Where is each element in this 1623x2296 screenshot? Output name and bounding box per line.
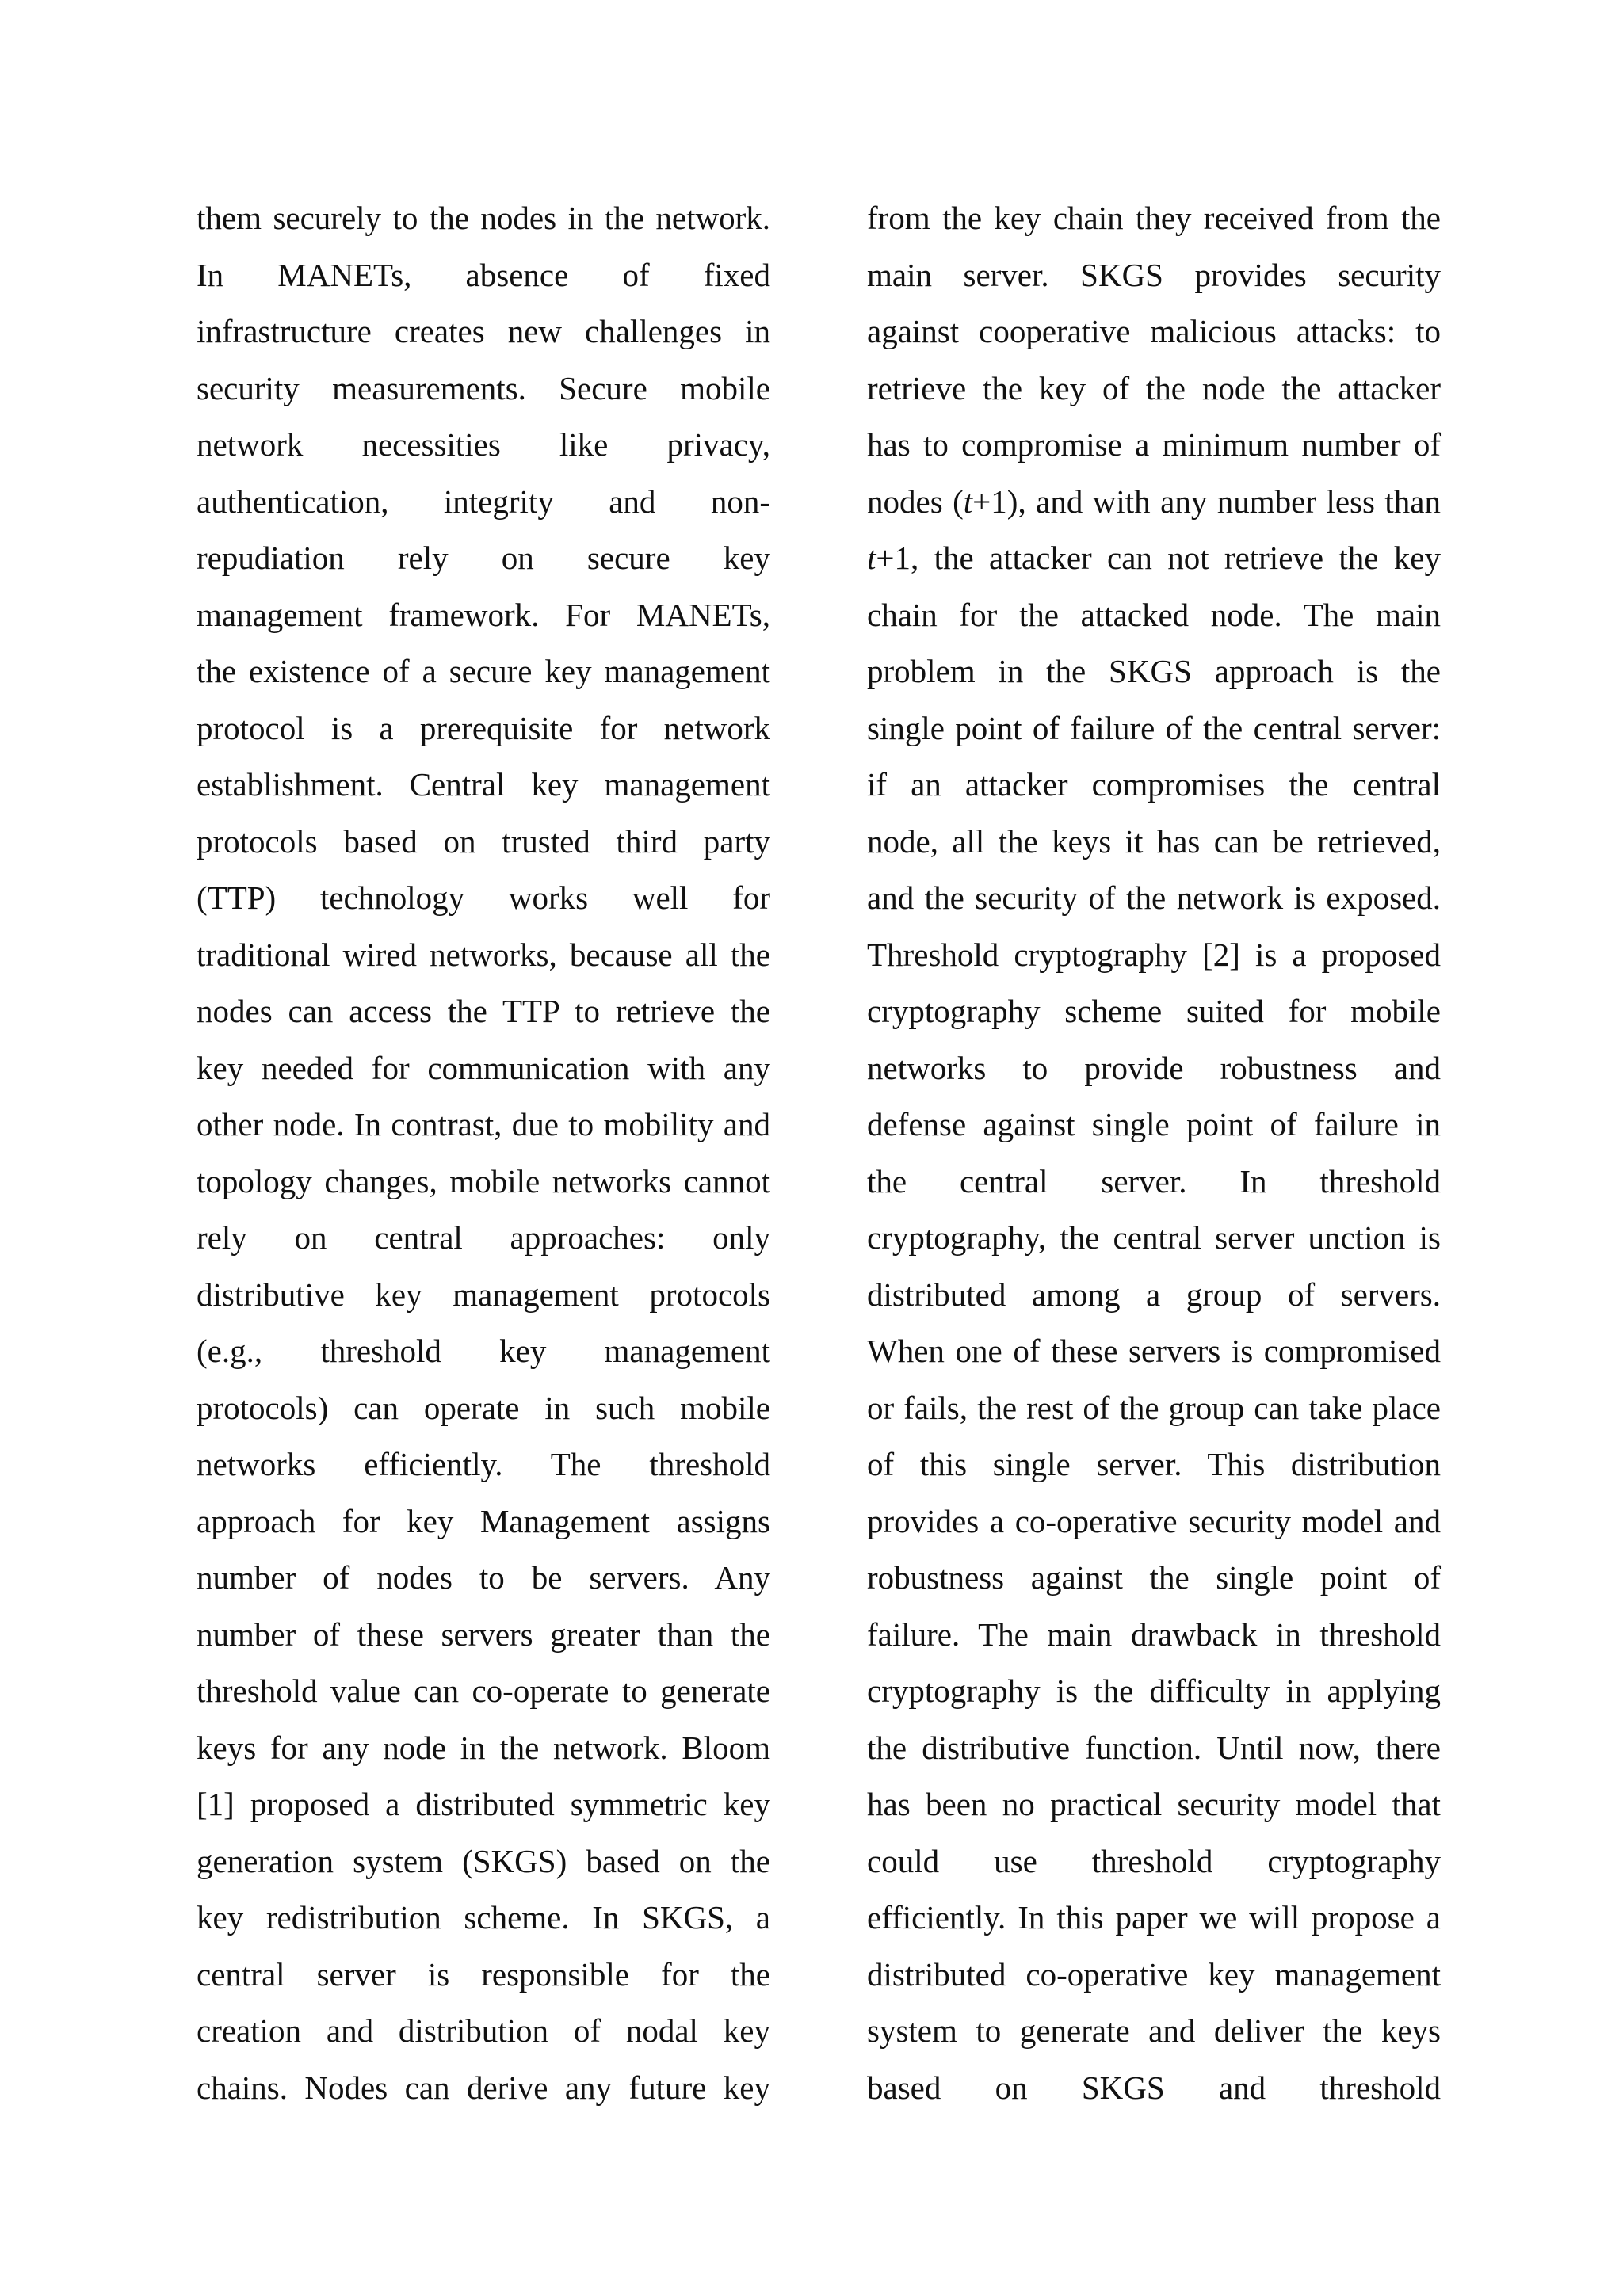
text-line: provides a co-operative security model and bbox=[867, 1502, 1441, 1539]
text-line: system to generate and deliver the keys bbox=[867, 2012, 1441, 2049]
text-line: or fails, the rest of the group can take place bbox=[867, 1389, 1441, 1426]
text-line: protocols based on trusted third party bbox=[197, 822, 770, 860]
text-line: of this single server. This distribution bbox=[867, 1446, 1441, 1482]
text-line: Threshold cryptography [2] is a proposed bbox=[867, 936, 1441, 973]
text-line: central server is responsible for the bbox=[197, 1955, 770, 1993]
text-line: the central server. In threshold bbox=[867, 1162, 1441, 1199]
text-line: threshold value can co-operate to generate bbox=[197, 1672, 770, 1709]
text-line: efficiently. In this paper we will propose a bbox=[867, 1899, 1441, 1936]
text-line: security measurements. Secure mobile bbox=[197, 369, 770, 406]
text-line: (TTP) technology works well for bbox=[197, 879, 770, 916]
text-line: network necessities like privacy, bbox=[197, 426, 770, 463]
text-line: them securely to the nodes in the network. bbox=[197, 200, 770, 236]
text-line: key redistribution scheme. In SKGS, a bbox=[197, 1899, 770, 1936]
text-line: topology changes, mobile networks cannot bbox=[197, 1162, 770, 1199]
text-line: creation and distribution of nodal key bbox=[197, 2012, 770, 2049]
text-line: number of nodes to be servers. Any bbox=[197, 1559, 770, 1596]
text-line: networks to provide robustness and bbox=[867, 1049, 1441, 1086]
text-line: establishment. Central key management bbox=[197, 766, 770, 803]
text-line: protocols) can operate in such mobile bbox=[197, 1389, 770, 1426]
text-line: When one of these servers is compromised bbox=[867, 1333, 1441, 1369]
text-line: defense against single point of failure in bbox=[867, 1106, 1441, 1142]
text-line: authentication, integrity and non- bbox=[197, 482, 770, 520]
right-text-column bbox=[867, 190, 1441, 2116]
text-line: distributed among a group of servers. bbox=[867, 1276, 1441, 1313]
text-line: approach for key Management assigns bbox=[197, 1502, 770, 1539]
text-line: protocol is a prerequisite for network bbox=[197, 709, 770, 746]
text-line: robustness against the single point of bbox=[867, 1559, 1441, 1596]
text-line: infrastructure creates new challenges in bbox=[197, 313, 770, 349]
left-text-column bbox=[197, 190, 770, 2116]
text-line: nodes can access the TTP to retrieve the bbox=[197, 993, 770, 1029]
text-line: traditional wired networks, because all the bbox=[197, 936, 770, 973]
text-line: networks efficiently. The threshold bbox=[197, 1446, 770, 1482]
text-line: distributive key management protocols bbox=[197, 1276, 770, 1313]
text-line: generation system (SKGS) based on the bbox=[197, 1842, 770, 1879]
text-line: keys for any node in the network. Bloom bbox=[197, 1729, 770, 1766]
text-line: chains. Nodes can derive any future key bbox=[197, 2069, 770, 2106]
text-line: chain for the attacked node. The main bbox=[867, 596, 1441, 633]
text-line: In MANETs, absence of fixed bbox=[197, 256, 770, 293]
text-line: number of these servers greater than the bbox=[197, 1615, 770, 1653]
text-line: other node. In contrast, due to mobility and bbox=[197, 1106, 770, 1142]
text-line: cryptography is the difficulty in applying bbox=[867, 1672, 1441, 1709]
text-line: the existence of a secure key management bbox=[197, 653, 770, 689]
text-line: (e.g., threshold key management bbox=[197, 1333, 770, 1369]
text-line: main server. SKGS provides security bbox=[867, 256, 1441, 293]
text-line: distributed co-operative key management bbox=[867, 1955, 1441, 1993]
text-line: t+1, the attacker can not retrieve the key bbox=[867, 540, 1441, 576]
text-line: from the key chain they received from the bbox=[867, 200, 1441, 236]
text-line: cryptography scheme suited for mobile bbox=[867, 993, 1441, 1029]
text-line: and the security of the network is exposed. bbox=[867, 879, 1441, 916]
text-line: against cooperative malicious attacks: to bbox=[867, 313, 1441, 349]
text-line: could use threshold cryptography bbox=[867, 1842, 1441, 1879]
text-line: [1] proposed a distributed symmetric key bbox=[197, 1786, 770, 1822]
text-line: the distributive function. Until now, there bbox=[867, 1729, 1441, 1766]
text-line: based on SKGS and threshold bbox=[867, 2069, 1441, 2106]
text-line: has been no practical security model that bbox=[867, 1786, 1441, 1822]
text-line: repudiation rely on secure key bbox=[197, 540, 770, 576]
text-line: key needed for communication with any bbox=[197, 1049, 770, 1086]
text-line: nodes (t+1), and with any number less than bbox=[867, 482, 1441, 520]
text-line: cryptography, the central server unction is bbox=[867, 1219, 1441, 1256]
text-line: if an attacker compromises the central bbox=[867, 766, 1441, 803]
text-line: failure. The main drawback in threshold bbox=[867, 1615, 1441, 1653]
text-line: problem in the SKGS approach is the bbox=[867, 653, 1441, 689]
text-line: rely on central approaches: only bbox=[197, 1219, 770, 1256]
text-line: retrieve the key of the node the attacker bbox=[867, 369, 1441, 406]
text-line: single point of failure of the central server: bbox=[867, 709, 1441, 746]
text-line: has to compromise a minimum number of bbox=[867, 426, 1441, 463]
text-line: node, all the keys it has can be retrieved, bbox=[867, 822, 1441, 860]
text-line: management framework. For MANETs, bbox=[197, 596, 770, 633]
